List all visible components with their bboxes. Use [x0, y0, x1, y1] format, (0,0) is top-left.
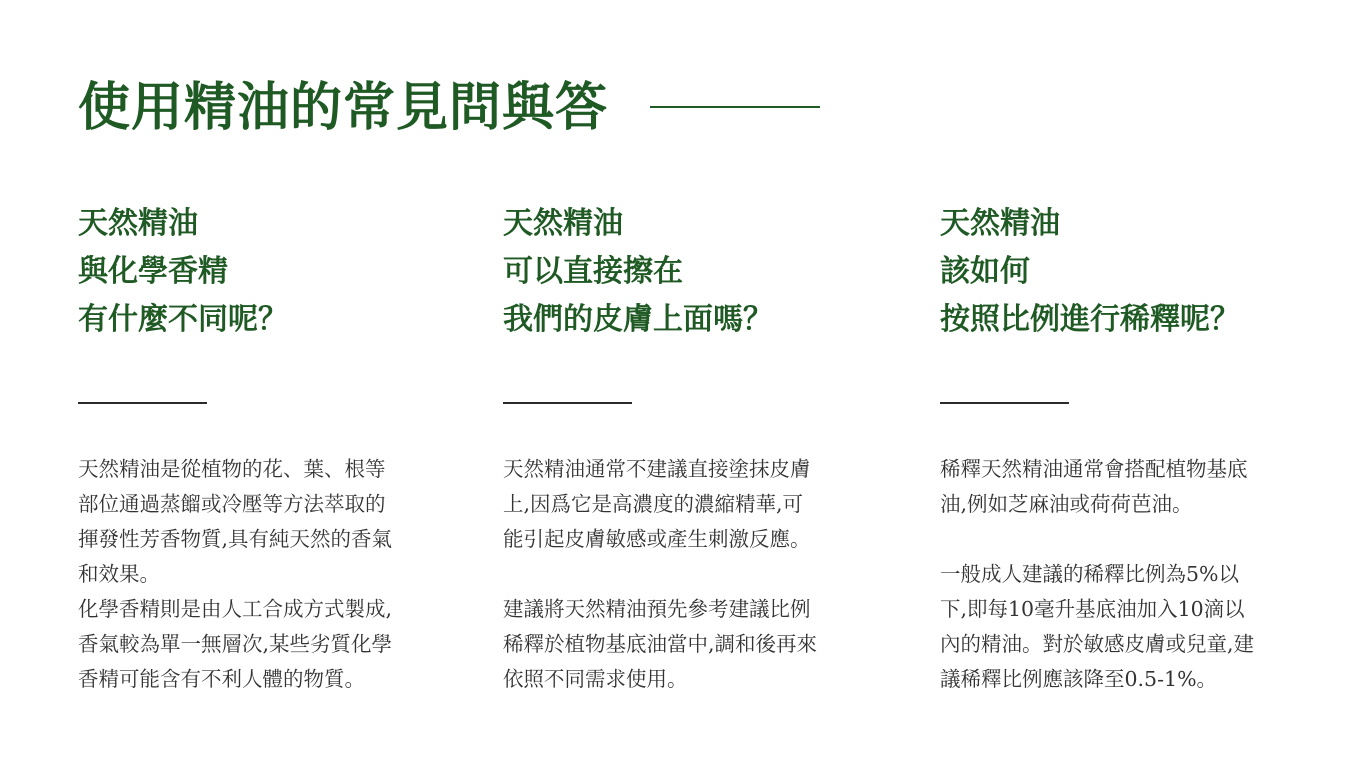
question-line: 天然精油 — [940, 206, 1060, 241]
answer-line: 油,例如芝麻油或荷荷芭油。 — [940, 492, 1193, 516]
answer-line: 建議將天然精油預先參考建議比例 — [503, 597, 811, 621]
question-divider — [78, 402, 207, 404]
answer-line: 依照不同需求使用。 — [503, 667, 688, 691]
faq-card-2 — [503, 200, 903, 691]
question-line: 有什麼不同呢？ — [78, 302, 288, 337]
faq-answer — [503, 452, 923, 697]
question-line: 我們的皮膚上面嗎？ — [503, 302, 773, 337]
answer-line: 部位通過蒸餾或冷壓等方法萃取的 — [78, 492, 386, 516]
question-line: 該如何 — [940, 254, 1030, 289]
question-line: 按照比例進行稀釋呢？ — [940, 302, 1240, 337]
answer-line: 上,因爲它是高濃度的濃縮精華,可 — [503, 492, 804, 516]
answer-line: 一般成人建議的稀釋比例為5%以 — [940, 562, 1240, 586]
answer-line: 議稀釋比例應該降至0.5-1%。 — [940, 667, 1218, 691]
faq-question — [940, 200, 1340, 344]
faq-answer — [78, 452, 498, 697]
answer-line: 下,即每10毫升基底油加入10滴以 — [940, 597, 1245, 621]
question-line: 與化學香精 — [78, 254, 228, 289]
question-line: 天然精油 — [78, 206, 198, 241]
answer-line: 稀釋於植物基底油當中,調和後再來 — [503, 632, 818, 656]
faq-card-1 — [78, 200, 478, 691]
answer-line: 稀釋天然精油通常會搭配植物基底 — [940, 457, 1248, 481]
answer-line: 和效果。 — [78, 562, 160, 586]
faq-question — [503, 200, 903, 344]
faq-answer — [940, 452, 1360, 697]
page-title: 使用精油的常見問與答 — [78, 77, 609, 138]
paragraph-gap — [940, 522, 1360, 557]
answer-line: 香精可能含有不利人體的物質。 — [78, 667, 365, 691]
question-divider — [503, 402, 632, 404]
faq-question — [78, 200, 478, 344]
question-divider — [940, 402, 1069, 404]
answer-line: 天然精油是從植物的花、葉、根等 — [78, 457, 386, 481]
question-line: 可以直接擦在 — [503, 254, 683, 289]
title-divider — [650, 106, 820, 108]
paragraph-gap — [503, 557, 923, 592]
answer-line: 揮發性芳香物質,具有純天然的香氣 — [78, 527, 393, 551]
answer-line: 香氣較為單一無層次,某些劣質化學 — [78, 632, 393, 656]
answer-line: 內的精油。對於敏感皮膚或兒童,建 — [940, 632, 1255, 656]
answer-line: 能引起皮膚敏感或產生刺激反應。 — [503, 527, 811, 551]
answer-line: 化學香精則是由人工合成方式製成, — [78, 597, 393, 621]
faq-card-3 — [940, 200, 1340, 691]
answer-line: 天然精油通常不建議直接塗抹皮膚 — [503, 457, 811, 481]
question-line: 天然精油 — [503, 206, 623, 241]
